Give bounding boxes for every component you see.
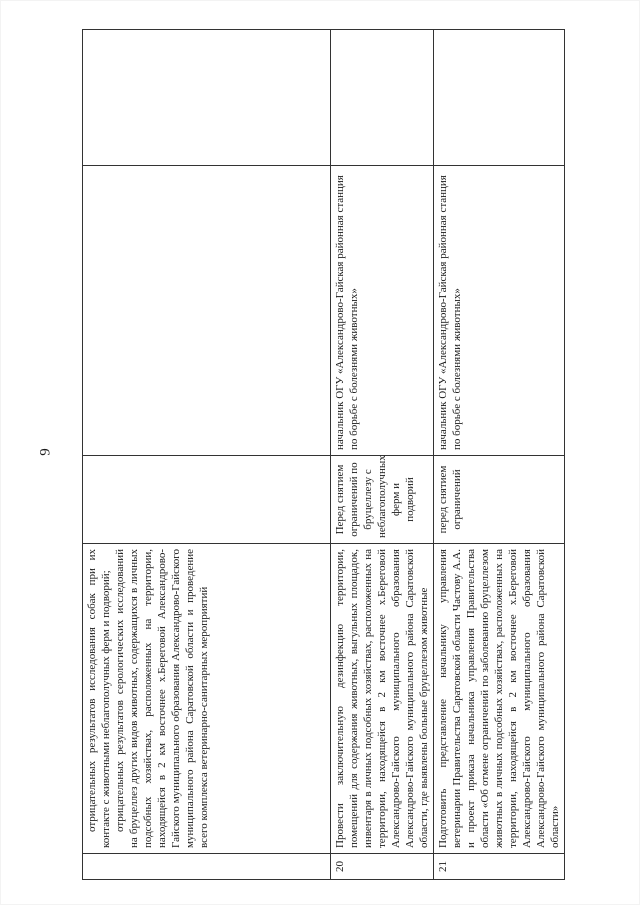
table-row: [331, 30, 434, 880]
term-cell: [83, 456, 331, 544]
note-cell: [83, 30, 331, 166]
row-number-cell: [83, 854, 331, 880]
action-paragraph: Провести заключительную дезинфекцию территории, помещений для содержания животных, выгульных площадок, инвентаря в личных подсобных хозяйствах, расположенных на территории, находящейся в 2 км восточнее х.Береговой Александрово-Гайского муниципального образования Александрово-Гайского муниципального района Саратовской области, где выявлены больные бруцеллезом животные: [334, 549, 430, 848]
action-cell: [434, 544, 565, 854]
term-cell: Перед снятием ограничений по бруцеллезу с неблагополучных ферм и подворий: [331, 456, 434, 544]
action-plan-table: [82, 29, 565, 880]
action-paragraph: Подготовить представление начальнику управления ветеринарии Правительства Саратовской области Частову А.А. и проект приказа начальника управления Правительства области «Об отмене ограничений по заболеванию бруцеллезом животных в личных подсобных хозяйствах, расположенных на территории, находящейся в 2 км восточнее х.Береговой Александрово-Гайского муниципального образования Александрово-Гайского муниципального района Саратовской области»: [437, 549, 561, 848]
action-cell: [83, 544, 331, 854]
row-number-cell: 20: [331, 854, 434, 880]
term-cell: перед снятием ограничений: [434, 456, 565, 544]
responsible-cell: начальник ОГУ «Александрово-Гайская районная станция по борьбе с болезнями животных»: [434, 166, 565, 456]
table-row: [434, 30, 565, 880]
responsible-cell: начальник ОГУ «Александрово-Гайская районная станция по борьбе с болезнями животных»: [331, 166, 434, 456]
note-cell: [331, 30, 434, 166]
action-paragraph: отрицательных результатов исследования собак при их контакте с животными неблагополучных ферм и подворий;: [86, 549, 112, 848]
action-paragraph: отрицательных результатов серологических исследований на бруцеллез других видов животных, содержащихся в личных подсобных хозяйствах, расположенных на территории, находящейся в 2 км восточнее х.Береговой Александрово-Гайского муниципального образования Александрово-Гайского муниципального района Саратовской области и проведение всего комплекса ветеринарно-санитарных мероприятий: [114, 549, 210, 848]
page-number: 9: [37, 448, 54, 456]
action-cell: [331, 544, 434, 854]
responsible-cell: [83, 166, 331, 456]
note-cell: [434, 30, 565, 166]
row-number-cell: 21: [434, 854, 565, 880]
table-row: [83, 30, 331, 880]
rotated-table-wrapper: [82, 30, 561, 880]
